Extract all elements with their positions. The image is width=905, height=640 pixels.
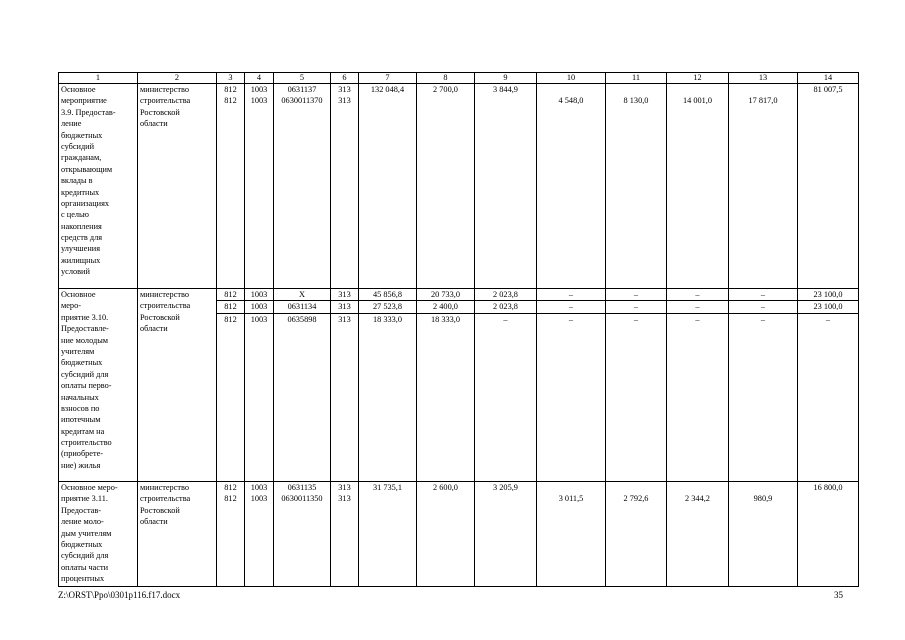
column-number-cell: 11 [606, 73, 667, 84]
value-cell-c14 [798, 84, 859, 289]
table-row [59, 482, 859, 587]
value-cell-c7 [359, 84, 417, 289]
activity-name-line: гражданам, [61, 153, 102, 163]
value-cell-c6 [331, 84, 359, 289]
activity-name-line: оплаты перво- [61, 381, 112, 391]
value-line: 0631137 [287, 85, 317, 94]
value-line: 313 [331, 300, 358, 312]
value-line: 812 [224, 290, 237, 299]
value-line: 3 205,9 [493, 483, 518, 492]
column-number-cell: 13 [729, 73, 798, 84]
activity-name-line: улучшения [61, 244, 101, 254]
activity-name-line: строительство [61, 438, 112, 448]
column-number-cell: 7 [359, 73, 417, 84]
value-line: 2 792,6 [623, 494, 649, 504]
value-cell-c12 [667, 289, 729, 482]
value-line [477, 493, 534, 504]
value-line: 14 001,0 [682, 96, 713, 106]
value-line [361, 493, 414, 504]
value-line: 16 800,0 [813, 483, 843, 492]
value-line: 8 130,0 [623, 96, 649, 106]
value-line: – [760, 290, 766, 299]
value-cell-c13 [729, 482, 798, 587]
executor-line: строительства [140, 494, 191, 504]
value-line: 20 733,0 [430, 290, 461, 299]
value-line [477, 95, 534, 106]
executor-line: министерство [140, 85, 190, 94]
value-line: 23 100,0 [813, 290, 843, 299]
value-line: 31 735,1 [372, 483, 403, 492]
activity-name-line: субсидий [61, 141, 95, 151]
value-line: 132 048,4 [370, 85, 405, 94]
activity-name-line: Предостав- [61, 505, 102, 515]
value-line: 313 [338, 85, 351, 94]
value-line: 812 [224, 483, 237, 492]
value-cell-c4 [245, 84, 274, 289]
value-line [669, 482, 726, 493]
executor-line: министерство [140, 290, 190, 299]
value-line: 18 333,0 [359, 313, 416, 325]
activity-name-line: кредитных [61, 187, 100, 197]
value-line: 812 [217, 313, 244, 325]
activity-name-line: начальных [61, 392, 99, 402]
value-line [419, 493, 472, 504]
activity-name-line: субсидий для [61, 551, 109, 561]
value-line: 812 [217, 300, 244, 312]
value-line: 313 [331, 313, 358, 325]
value-line: 2 023,8 [493, 290, 518, 299]
value-line: 17 817,0 [748, 96, 778, 106]
value-cell-c13 [729, 289, 798, 482]
column-number-cell: 6 [331, 73, 359, 84]
value-line [731, 482, 795, 493]
activity-name-line: меро- [61, 301, 81, 311]
value-line [800, 95, 856, 106]
value-cell-c9 [475, 482, 537, 587]
column-number-cell: 4 [245, 73, 274, 84]
value-cell-c14 [798, 289, 859, 482]
value-line: 0631135 [287, 483, 317, 492]
executor-line: области [140, 324, 168, 334]
value-line: 2 344,2 [685, 494, 710, 504]
activity-name-line: кредитам на [61, 426, 105, 436]
activity-name-line: приятие 3.11. [61, 494, 108, 504]
activity-name-line: открывающим [61, 164, 113, 174]
value-cell-c6 [331, 289, 359, 482]
value-cell-c11 [606, 289, 667, 482]
value-line: 3 011,5 [558, 494, 584, 504]
value-cell-c10 [537, 84, 606, 289]
activity-name-line: с целью [61, 210, 90, 220]
activity-name-line: ление [61, 119, 82, 129]
value-line: 812 [224, 96, 237, 106]
activity-name-line: условий [61, 267, 90, 277]
activity-name-line: бюджетных [61, 539, 103, 549]
activity-name-line: ление моло- [61, 517, 104, 527]
value-line: – [606, 300, 666, 312]
value-line: 313 [338, 290, 351, 299]
value-line [669, 84, 726, 95]
value-line [539, 84, 603, 95]
activity-name-line: (приобрете- [61, 449, 104, 459]
value-cell-c4 [245, 289, 274, 482]
value-cell-c5 [274, 482, 331, 587]
value-cell-c3 [217, 482, 245, 587]
value-line: 2 700,0 [433, 85, 458, 94]
activity-name-line: бюджетных [61, 358, 103, 368]
value-line: 2 600,0 [433, 483, 458, 492]
value-line [361, 95, 414, 106]
value-line [539, 482, 603, 493]
value-line: 812 [224, 494, 237, 504]
value-cell-c10 [537, 289, 606, 482]
value-line: 45 856,8 [372, 290, 403, 299]
value-line: X [299, 290, 305, 299]
value-cell-c10 [537, 482, 606, 587]
value-line: – [667, 313, 728, 325]
value-cell-c8 [417, 84, 475, 289]
value-cell-c11 [606, 84, 667, 289]
value-line: 1003 [250, 96, 268, 106]
column-number-cell: 10 [537, 73, 606, 84]
value-line: – [606, 313, 666, 325]
activity-name-cell [59, 482, 138, 587]
activity-name-line: Основное [61, 85, 96, 94]
value-line: 1003 [250, 483, 268, 492]
executor-line: Ростовской [140, 505, 180, 515]
value-cell-c13 [729, 84, 798, 289]
executor-cell [138, 289, 217, 482]
value-line: 812 [224, 85, 237, 94]
value-cell-c8 [417, 289, 475, 482]
value-line: 0631134 [274, 300, 330, 312]
activity-name-line: ние) жилья [61, 460, 101, 470]
activity-name-line: приятие 3.10. [61, 312, 109, 322]
executor-cell [138, 482, 217, 587]
value-line: 313 [338, 96, 351, 106]
page-number: 35 [834, 590, 843, 600]
column-number-cell: 3 [217, 73, 245, 84]
value-cell-c8 [417, 482, 475, 587]
value-line: 0630011350 [281, 494, 323, 504]
activity-name-line: учителям [61, 346, 95, 356]
value-cell-c9 [475, 84, 537, 289]
value-line: 23 100,0 [798, 300, 858, 312]
activity-name-line: Основное [61, 290, 96, 299]
value-line: 1003 [250, 290, 268, 299]
activity-name-line: бюджетных [61, 130, 103, 140]
executor-line: строительства [140, 96, 191, 106]
activity-name-line: накопления [61, 221, 102, 231]
value-line: 81 007,5 [813, 85, 843, 94]
column-number-cell: 8 [417, 73, 475, 84]
column-number-cell: 12 [667, 73, 729, 84]
activity-name-line: взносов по [61, 403, 100, 413]
executor-cell [138, 84, 217, 289]
value-cell-c12 [667, 482, 729, 587]
value-cell-c9 [475, 289, 537, 482]
value-cell-c5 [274, 84, 331, 289]
value-line: – [667, 300, 728, 312]
value-line: 1003 [250, 85, 268, 94]
column-number-cell: 14 [798, 73, 859, 84]
value-line: 1003 [245, 300, 273, 312]
activity-name-line: дым учителям [61, 528, 112, 538]
activity-name-line: ние молодым [61, 335, 109, 345]
activity-name-line: Основное меро- [61, 483, 118, 492]
value-line: 2 400,0 [417, 300, 474, 312]
value-line: 2 023,8 [475, 300, 536, 312]
value-line: 0630011370 [281, 96, 323, 106]
value-line: 27 523,8 [359, 300, 416, 312]
value-line [419, 95, 472, 106]
value-line: 1003 [250, 494, 268, 504]
activity-name-line: процентных [61, 574, 105, 584]
table-row [59, 289, 859, 482]
executor-line: строительства [140, 301, 191, 311]
value-line: – [568, 290, 574, 299]
value-cell-c4 [245, 482, 274, 587]
executor-line: Ростовской [140, 312, 180, 322]
activity-name-line: вклады в [61, 176, 93, 186]
value-cell-c7 [359, 289, 417, 482]
activity-name-line: средств для [61, 233, 103, 243]
value-cell-c6 [331, 482, 359, 587]
executor-line: Ростовской [140, 107, 180, 117]
footer-file-path: Z:\ORST\Ppo\0301p116.f17.docx [58, 590, 181, 600]
value-line: – [695, 290, 700, 299]
value-line: – [729, 300, 797, 312]
value-cell-c3 [217, 289, 245, 482]
activity-name-line: жилищных [61, 255, 101, 265]
activity-name-cell [59, 289, 138, 482]
executor-line: области [140, 517, 168, 527]
activity-name-line: 3.9. Предостав- [61, 107, 116, 117]
value-cell-c12 [667, 84, 729, 289]
value-line [800, 493, 856, 504]
table-row [59, 84, 859, 289]
activity-name-line: оплаты части [61, 562, 109, 572]
value-line: – [475, 313, 536, 325]
column-number-cell: 5 [274, 73, 331, 84]
activity-name-line: ипотечным [61, 415, 101, 425]
column-number-row [59, 73, 859, 84]
value-line: 18 333,0 [417, 313, 474, 325]
value-cell-c3 [217, 84, 245, 289]
budget-table [58, 72, 859, 587]
activity-name-line: Предоставле- [61, 324, 109, 334]
value-line [731, 84, 795, 95]
value-line: – [798, 313, 858, 325]
value-cell-c14 [798, 482, 859, 587]
executor-line: области [140, 119, 168, 129]
activity-name-line: мероприятие [61, 96, 107, 106]
value-line: 4 548,0 [558, 96, 584, 106]
activity-name-cell [59, 84, 138, 289]
value-line: – [537, 300, 605, 312]
value-line: 980,9 [753, 494, 773, 504]
value-line: 313 [338, 483, 351, 492]
value-line [608, 84, 664, 95]
value-line: 1003 [245, 313, 273, 325]
value-line: – [537, 313, 605, 325]
activity-name-line: субсидий для [61, 369, 109, 379]
value-line: – [729, 313, 797, 325]
column-number-cell: 1 [59, 73, 138, 84]
column-number-cell: 9 [475, 73, 537, 84]
value-line [608, 482, 664, 493]
executor-line: министерство [140, 483, 190, 492]
value-line: 0635898 [274, 313, 330, 325]
activity-name-line: организациях [61, 198, 110, 208]
value-line: 3 844,9 [493, 85, 518, 94]
value-line: – [633, 290, 639, 299]
column-number-cell: 2 [138, 73, 217, 84]
value-cell-c7 [359, 482, 417, 587]
value-cell-c5 [274, 289, 331, 482]
value-cell-c11 [606, 482, 667, 587]
value-line: 313 [338, 494, 351, 504]
